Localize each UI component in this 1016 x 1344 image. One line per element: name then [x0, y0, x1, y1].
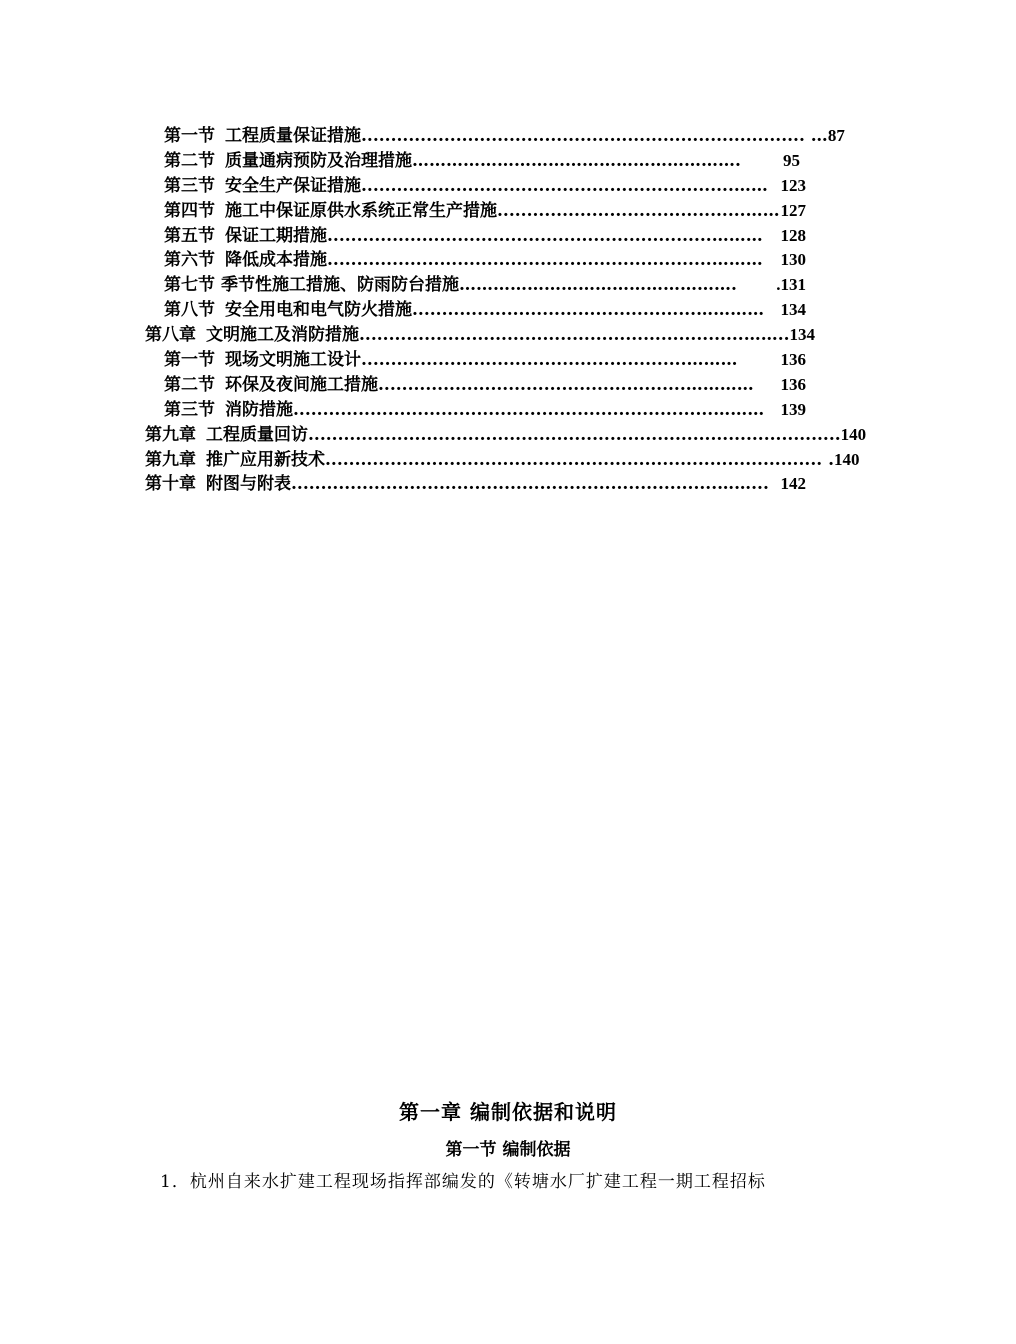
toc-page-number: 139	[780, 399, 806, 419]
toc-leader: .................................................................................... .	[325, 449, 834, 470]
toc-title: 质量通病预防及治理措施	[225, 150, 412, 171]
toc-number: 第八节	[164, 300, 215, 321]
toc-title: 安全生产保证措施	[225, 175, 361, 196]
toc-number: 第一节	[164, 126, 215, 146]
toc-entry[interactable]	[164, 199, 806, 223]
toc-leader: .......................................................………	[361, 350, 738, 371]
toc-page-number: 127	[780, 200, 806, 220]
toc-number: 第九章	[145, 449, 196, 470]
chapter-heading: 第一章 编制依据和说明	[399, 1100, 617, 1124]
toc-title: 推广应用新技术	[206, 449, 325, 470]
toc-row	[0, 398, 950, 423]
toc-row	[0, 149, 950, 174]
toc-title: 现场文明施工设计	[225, 350, 361, 371]
toc-row	[0, 199, 950, 224]
toc-entry[interactable]	[164, 124, 845, 148]
toc-entry[interactable]	[164, 373, 806, 397]
toc-title: 安全用电和电气防火措施	[225, 300, 412, 321]
toc-title: 保证工期措施	[225, 225, 327, 246]
toc-number: 第四节	[164, 200, 215, 221]
toc-leader: ........................................................................... …	[361, 126, 828, 146]
toc-row	[0, 323, 950, 348]
toc-entry[interactable]	[164, 273, 806, 297]
toc-number: 第一节	[164, 350, 215, 371]
toc-leader: ...............................................................……	[361, 175, 768, 196]
toc-page-number: 136	[780, 374, 806, 394]
toc-number: 第三节	[164, 399, 215, 420]
toc-leader: .................................................................……..	[359, 325, 790, 346]
toc-number: 第十章	[145, 474, 196, 495]
toc-entry[interactable]	[164, 398, 806, 422]
toc-leader: ................................................…………	[412, 300, 765, 321]
toc-title: 文明施工及消防措施	[206, 325, 359, 346]
toc-row	[0, 224, 950, 249]
toc-row	[0, 472, 950, 497]
toc-page-number: 134	[789, 325, 816, 345]
toc-title: 附图与附表	[206, 474, 291, 495]
toc-number: 第五节	[164, 225, 215, 246]
toc-entry[interactable]	[164, 298, 806, 322]
toc-page-number: 136	[780, 350, 806, 370]
table-of-contents	[0, 124, 950, 497]
toc-page-number: .131	[776, 275, 806, 295]
toc-entry[interactable]	[145, 472, 806, 496]
toc-row	[0, 174, 950, 199]
toc-page-number: 95	[783, 150, 800, 170]
body-paragraph: 1．杭州自来水扩建工程现场指挥部编发的《转塘水厂扩建工程一期工程招标	[160, 1172, 766, 1192]
toc-number: 第六节	[164, 250, 215, 271]
toc-leader: ....................................................…………	[378, 374, 754, 395]
toc-title: 施工中保证原供水系统正常生产措施	[225, 200, 497, 221]
toc-row	[0, 273, 950, 298]
toc-leader: .................................................................………	[327, 250, 763, 271]
toc-title: 环保及夜间施工措施	[225, 374, 378, 395]
toc-leader: .......................................................................………	[293, 399, 765, 420]
toc-leader: ........................................................................……...	[291, 474, 769, 495]
toc-title: 季节性施工措施、防雨防台措施	[221, 275, 459, 296]
toc-entry[interactable]	[145, 323, 816, 347]
toc-entry[interactable]	[164, 224, 806, 248]
toc-entry[interactable]	[145, 423, 867, 447]
toc-leader: ………………………………………….	[459, 275, 737, 296]
toc-row	[0, 448, 950, 473]
toc-page-number: 123	[780, 175, 806, 195]
toc-entry[interactable]	[164, 348, 806, 372]
toc-entry[interactable]	[164, 174, 806, 198]
toc-entry[interactable]	[164, 248, 806, 272]
toc-entry[interactable]	[164, 149, 800, 173]
toc-entry[interactable]	[145, 448, 860, 472]
toc-number: 第八章	[145, 325, 196, 346]
toc-leader: ..........................................……	[497, 200, 780, 221]
toc-row	[0, 248, 950, 273]
toc-title: 工程质量保证措施	[225, 126, 361, 146]
toc-row	[0, 124, 950, 149]
toc-number: 第二节	[164, 150, 215, 171]
toc-row	[0, 348, 950, 373]
toc-title: 消防措施	[225, 399, 293, 420]
section-heading: 第一节 编制依据	[445, 1140, 571, 1160]
toc-number: 第七节	[164, 275, 215, 296]
toc-page-number: 142	[780, 474, 806, 494]
toc-page-number: 140	[834, 449, 860, 469]
toc-page-number: 140	[840, 424, 867, 444]
toc-title: 工程质量回访	[206, 424, 308, 445]
toc-page-number: 128	[780, 225, 806, 245]
toc-title: 降低成本措施	[225, 250, 327, 271]
toc-row	[0, 423, 950, 448]
toc-number: 第九章	[145, 424, 196, 445]
toc-leader: .................................................................………	[327, 225, 763, 246]
toc-leader: ..........................................................................................	[308, 424, 841, 445]
toc-page-number: 130	[780, 250, 806, 270]
toc-row	[0, 298, 950, 323]
toc-row	[0, 373, 950, 398]
toc-page-number: 134	[780, 300, 806, 320]
toc-leader: ………………………………………………….	[412, 150, 741, 171]
toc-number: 第二节	[164, 374, 215, 395]
toc-page-number: 87	[827, 126, 845, 145]
toc-number: 第三节	[164, 175, 215, 196]
